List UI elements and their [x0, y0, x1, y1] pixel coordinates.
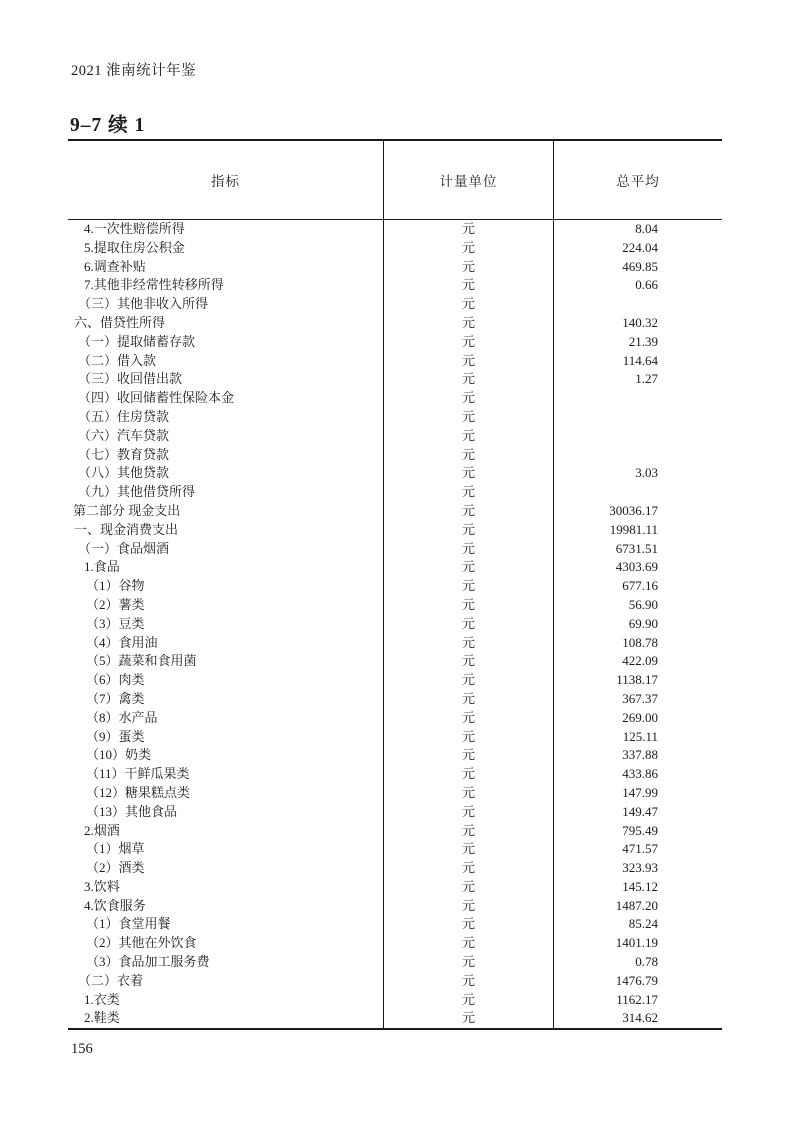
indicator-cell: （12）糖果糕点类	[86, 784, 191, 800]
indicator-cell: （七）教育贷款	[78, 446, 170, 462]
value-cell: 422.09	[553, 652, 722, 671]
unit-cell: 元	[383, 352, 553, 371]
value-cell	[553, 408, 722, 427]
table-row	[68, 746, 722, 765]
column-header-average: 总平均	[553, 141, 722, 219]
unit-cell: 元	[383, 558, 553, 577]
value-cell: 1.27	[553, 370, 722, 389]
unit-cell: 元	[383, 840, 553, 859]
table-body	[68, 220, 722, 1028]
unit-cell: 元	[383, 991, 553, 1010]
value-cell	[553, 427, 722, 446]
table-row	[68, 840, 722, 859]
table-row	[68, 389, 722, 408]
value-cell: 21.39	[553, 333, 722, 352]
unit-cell: 元	[383, 615, 553, 634]
table-row	[68, 615, 722, 634]
unit-cell: 元	[383, 859, 553, 878]
table-row	[68, 634, 722, 653]
unit-cell: 元	[383, 521, 553, 540]
value-cell: 8.04	[553, 220, 722, 239]
table-row	[68, 803, 722, 822]
indicator-cell: （八）其他贷款	[78, 465, 170, 481]
unit-cell: 元	[383, 972, 553, 991]
table-row	[68, 521, 722, 540]
indicator-cell: （二）衣着	[78, 972, 144, 988]
table-row	[68, 446, 722, 465]
table-row	[68, 728, 722, 747]
unit-cell: 元	[383, 690, 553, 709]
table-row	[68, 784, 722, 803]
unit-cell: 元	[383, 464, 553, 483]
table-row	[68, 915, 722, 934]
value-cell: 471.57	[553, 840, 722, 859]
value-cell: 19981.11	[553, 521, 722, 540]
table-row	[68, 352, 722, 371]
table-row	[68, 239, 722, 258]
unit-cell: 元	[383, 577, 553, 596]
value-cell: 0.78	[553, 953, 722, 972]
indicator-cell: （9）蛋类	[86, 728, 145, 744]
indicator-cell: 7.其他非经常性转移所得	[84, 277, 224, 293]
unit-cell: 元	[383, 314, 553, 333]
unit-cell: 元	[383, 483, 553, 502]
unit-cell: 元	[383, 408, 553, 427]
table-row	[68, 709, 722, 728]
table-row	[68, 690, 722, 709]
indicator-cell: （三）收回借出款	[78, 371, 183, 387]
value-cell: 1487.20	[553, 897, 722, 916]
unit-cell: 元	[383, 502, 553, 521]
table-row	[68, 652, 722, 671]
table-row	[68, 464, 722, 483]
indicator-cell: （五）住房贷款	[78, 408, 170, 424]
indicator-cell: 2.鞋类	[84, 1010, 120, 1026]
indicator-cell: 1.衣类	[84, 991, 120, 1007]
value-cell: 314.62	[553, 1009, 722, 1028]
value-cell: 4303.69	[553, 558, 722, 577]
table-row	[68, 558, 722, 577]
indicator-cell: （13）其他食品	[86, 803, 178, 819]
table-row	[68, 314, 722, 333]
value-cell: 114.64	[553, 352, 722, 371]
indicator-cell: 3.饮料	[84, 878, 120, 894]
indicator-cell: 第二部分 现金支出	[73, 502, 181, 518]
indicator-cell: 5.提取住房公积金	[84, 239, 185, 255]
indicator-cell: 4.一次性赔偿所得	[84, 221, 185, 236]
indicator-cell: （一）提取储蓄存款	[78, 333, 196, 349]
indicator-cell: （1）谷物	[86, 578, 145, 594]
value-cell	[553, 483, 722, 502]
unit-cell: 元	[383, 389, 553, 408]
unit-cell: 元	[383, 596, 553, 615]
value-cell: 1138.17	[553, 671, 722, 690]
table-row	[68, 972, 722, 991]
table-row	[68, 897, 722, 916]
table-row	[68, 540, 722, 559]
value-cell: 85.24	[553, 915, 722, 934]
table-row	[68, 934, 722, 953]
unit-cell: 元	[383, 728, 553, 747]
table-row	[68, 596, 722, 615]
value-cell: 145.12	[553, 878, 722, 897]
table-row	[68, 859, 722, 878]
table-row	[68, 671, 722, 690]
value-cell: 337.88	[553, 746, 722, 765]
indicator-cell: （2）酒类	[86, 860, 145, 876]
table-row	[68, 502, 722, 521]
unit-cell: 元	[383, 803, 553, 822]
table-row	[68, 258, 722, 277]
indicator-cell: 一、现金消费支出	[74, 521, 179, 537]
indicator-cell: （一）食品烟酒	[78, 540, 170, 556]
value-cell: 469.85	[553, 258, 722, 277]
table-row	[68, 276, 722, 295]
value-cell: 323.93	[553, 859, 722, 878]
table-row	[68, 427, 722, 446]
page-number: 156	[71, 1041, 93, 1057]
value-cell: 367.37	[553, 690, 722, 709]
table-row	[68, 577, 722, 596]
unit-cell: 元	[383, 878, 553, 897]
value-cell: 30036.17	[553, 502, 722, 521]
indicator-cell: （11）干鲜瓜果类	[86, 766, 190, 782]
unit-cell: 元	[383, 276, 553, 295]
value-cell: 147.99	[553, 784, 722, 803]
indicator-cell: 六、借贷性所得	[74, 314, 166, 330]
table-row	[68, 408, 722, 427]
value-cell: 56.90	[553, 596, 722, 615]
unit-cell: 元	[383, 652, 553, 671]
indicator-cell: （3）食品加工服务费	[86, 954, 210, 970]
indicator-cell: 4.饮食服务	[84, 897, 146, 913]
indicator-cell: （二）借入款	[78, 352, 157, 368]
unit-cell: 元	[383, 746, 553, 765]
indicator-cell: （四）收回储蓄性保险本金	[78, 390, 235, 406]
table-row	[68, 295, 722, 314]
indicator-cell: 2.烟酒	[84, 822, 120, 838]
value-cell: 140.32	[553, 314, 722, 333]
unit-cell: 元	[383, 1009, 553, 1028]
indicator-cell: （1）烟草	[86, 841, 145, 857]
unit-cell: 元	[383, 634, 553, 653]
table-title: 9–7 续 1	[70, 115, 146, 136]
value-cell: 69.90	[553, 615, 722, 634]
unit-cell: 元	[383, 540, 553, 559]
unit-cell: 元	[383, 934, 553, 953]
value-cell: 1401.19	[553, 934, 722, 953]
table-header-row	[68, 141, 722, 220]
indicator-cell: 6.调查补贴	[84, 258, 146, 274]
value-cell: 1162.17	[553, 991, 722, 1010]
value-cell: 1476.79	[553, 972, 722, 991]
indicator-cell: （2）薯类	[86, 596, 145, 612]
unit-cell: 元	[383, 295, 553, 314]
indicator-cell: （8）水产品	[86, 709, 158, 725]
unit-cell: 元	[383, 897, 553, 916]
unit-cell: 元	[383, 427, 553, 446]
value-cell: 125.11	[553, 728, 722, 747]
table-row	[68, 1009, 722, 1028]
unit-cell: 元	[383, 784, 553, 803]
table-row	[68, 333, 722, 352]
value-cell: 108.78	[553, 634, 722, 653]
value-cell: 6731.51	[553, 540, 722, 559]
unit-cell: 元	[383, 239, 553, 258]
value-cell	[553, 446, 722, 465]
value-cell: 3.03	[553, 464, 722, 483]
value-cell	[553, 389, 722, 408]
indicator-cell: （六）汽车贷款	[78, 427, 170, 443]
table-row	[68, 483, 722, 502]
indicator-cell: （10）奶类	[86, 747, 152, 763]
value-cell: 224.04	[553, 239, 722, 258]
value-cell: 677.16	[553, 577, 722, 596]
value-cell	[553, 295, 722, 314]
indicator-cell: （7）禽类	[86, 690, 145, 706]
indicator-cell: （4）食用油	[86, 634, 158, 650]
unit-cell: 元	[383, 915, 553, 934]
column-header-indicator: 指标	[211, 174, 240, 189]
unit-cell: 元	[383, 765, 553, 784]
page-header: 2021 淮南统计年鉴	[71, 63, 197, 79]
unit-cell: 元	[383, 258, 553, 277]
unit-cell: 元	[383, 671, 553, 690]
indicator-cell: 1.食品	[84, 559, 120, 575]
table-row	[68, 878, 722, 897]
table-row	[68, 822, 722, 841]
unit-cell: 元	[383, 370, 553, 389]
statistics-table	[68, 139, 722, 1030]
indicator-cell: （三）其他非收入所得	[78, 296, 209, 312]
indicator-cell: （1）食堂用餐	[86, 916, 171, 932]
indicator-cell: （2）其他在外饮食	[86, 935, 197, 951]
unit-cell: 元	[383, 446, 553, 465]
indicator-cell: （九）其他借贷所得	[78, 484, 196, 500]
column-header-unit: 计量单位	[383, 141, 553, 219]
value-cell: 0.66	[553, 276, 722, 295]
value-cell: 269.00	[553, 709, 722, 728]
value-cell: 149.47	[553, 803, 722, 822]
table-row	[68, 953, 722, 972]
unit-cell: 元	[383, 709, 553, 728]
unit-cell: 元	[383, 953, 553, 972]
indicator-cell: （3）豆类	[86, 615, 145, 631]
value-cell: 795.49	[553, 822, 722, 841]
table-row	[68, 765, 722, 784]
unit-cell: 元	[383, 822, 553, 841]
table-row	[68, 370, 722, 389]
unit-cell: 元	[383, 333, 553, 352]
value-cell: 433.86	[553, 765, 722, 784]
indicator-cell: （6）肉类	[86, 672, 145, 688]
table-row	[68, 991, 722, 1010]
unit-cell: 元	[383, 220, 553, 239]
table-row	[68, 220, 722, 239]
indicator-cell: （5）蔬菜和食用菌	[86, 653, 197, 669]
